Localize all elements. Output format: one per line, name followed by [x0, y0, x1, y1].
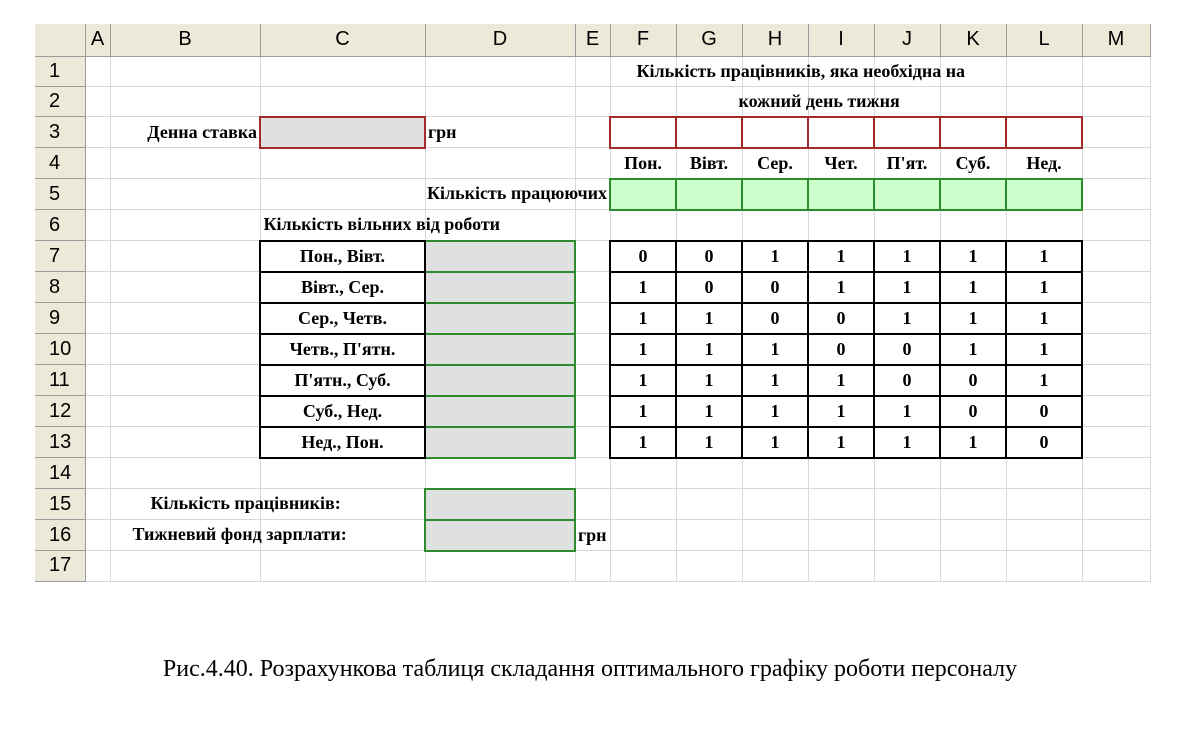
cell[interactable]: [874, 210, 940, 241]
schedule-value[interactable]: 1: [940, 303, 1006, 334]
cell[interactable]: [874, 458, 940, 489]
cell[interactable]: [575, 86, 610, 117]
cell[interactable]: [676, 86, 742, 117]
schedule-value[interactable]: 0: [808, 303, 874, 334]
cell[interactable]: [808, 210, 874, 241]
shift-label: Суб., Нед.: [260, 396, 425, 427]
column-header-d[interactable]: D: [425, 24, 575, 56]
cell[interactable]: [85, 551, 110, 582]
shift-count-input[interactable]: [425, 272, 575, 303]
shift-count-input[interactable]: [425, 334, 575, 365]
cell[interactable]: [110, 272, 260, 303]
shift-label: Вівт., Сер.: [260, 272, 425, 303]
schedule-value[interactable]: 1: [808, 365, 874, 396]
schedule-value[interactable]: 1: [940, 427, 1006, 458]
cell[interactable]: [575, 334, 610, 365]
cell[interactable]: [1082, 210, 1150, 241]
cell[interactable]: [110, 86, 260, 117]
schedule-value[interactable]: 1: [742, 396, 808, 427]
cell[interactable]: [1082, 179, 1150, 210]
working-count-thu[interactable]: [808, 179, 874, 210]
cell-f1[interactable]: [610, 56, 966, 86]
schedule-value[interactable]: 1: [742, 241, 808, 272]
schedule-value[interactable]: 1: [742, 427, 808, 458]
schedule-value[interactable]: 1: [808, 396, 874, 427]
required-count-sat[interactable]: [940, 117, 1006, 148]
shift-label: Сер., Четв.: [260, 303, 425, 334]
column-header-h[interactable]: H: [742, 24, 808, 56]
cell[interactable]: [1006, 210, 1082, 241]
working-count-wed[interactable]: [742, 179, 808, 210]
required-count-sun[interactable]: [1006, 117, 1082, 148]
cell[interactable]: [425, 86, 575, 117]
row-header-8[interactable]: 8: [35, 272, 85, 303]
schedule-value[interactable]: 0: [874, 365, 940, 396]
cell-c6[interactable]: [260, 210, 501, 241]
schedule-value[interactable]: 1: [676, 396, 742, 427]
row-header-3[interactable]: 3: [35, 117, 85, 148]
schedule-value[interactable]: 1: [874, 303, 940, 334]
cell[interactable]: [110, 210, 260, 241]
cell[interactable]: [85, 117, 110, 148]
cell[interactable]: [110, 365, 260, 396]
schedule-value[interactable]: 1: [610, 365, 676, 396]
cell[interactable]: [425, 148, 575, 179]
cell[interactable]: [260, 458, 425, 489]
schedule-value[interactable]: 1: [874, 241, 940, 272]
cell[interactable]: [575, 241, 610, 272]
cell[interactable]: [610, 520, 676, 551]
shift-label: Четв., П'ятн.: [260, 334, 425, 365]
cell[interactable]: [940, 458, 1006, 489]
cell[interactable]: [940, 551, 1006, 582]
cell[interactable]: [85, 458, 110, 489]
employee-count-input[interactable]: [425, 489, 575, 520]
title-line-1: Кількість працівників, яка необхідна на: [636, 60, 966, 81]
cell[interactable]: [110, 396, 260, 427]
row-header-2[interactable]: 2: [35, 86, 85, 117]
cell[interactable]: [85, 272, 110, 303]
working-count-fri[interactable]: [874, 179, 940, 210]
cell[interactable]: [742, 551, 808, 582]
cell[interactable]: [575, 148, 610, 179]
cell[interactable]: [110, 334, 260, 365]
cell[interactable]: [575, 117, 610, 148]
cell[interactable]: [1082, 489, 1150, 520]
cell[interactable]: [1082, 117, 1150, 148]
free-days-label: Кількість вільних від роботи: [263, 214, 501, 234]
cell[interactable]: [425, 56, 575, 86]
schedule-value[interactable]: 1: [610, 334, 676, 365]
row-header-11[interactable]: 11: [35, 365, 85, 396]
shift-count-input[interactable]: [425, 303, 575, 334]
schedule-value[interactable]: 1: [874, 427, 940, 458]
cell[interactable]: [1082, 241, 1150, 272]
cell[interactable]: [110, 303, 260, 334]
schedule-value[interactable]: 0: [676, 241, 742, 272]
cell[interactable]: [1082, 427, 1150, 458]
cell[interactable]: [110, 551, 260, 582]
row-header-6[interactable]: 6: [35, 210, 85, 241]
cell[interactable]: [1006, 86, 1082, 117]
schedule-value[interactable]: 1: [1006, 272, 1082, 303]
working-count-sun[interactable]: [1006, 179, 1082, 210]
row-header-15[interactable]: 15: [35, 489, 85, 520]
shift-label: Пон., Вівт.: [260, 241, 425, 272]
row-header-9[interactable]: 9: [35, 303, 85, 334]
cell[interactable]: [110, 179, 260, 210]
cell[interactable]: [610, 489, 676, 520]
cell[interactable]: [110, 241, 260, 272]
required-count-thu[interactable]: [808, 117, 874, 148]
day-label-wed: Сер.: [742, 148, 808, 179]
schedule-value[interactable]: 0: [742, 303, 808, 334]
column-header-a[interactable]: A: [85, 24, 110, 56]
cell[interactable]: [575, 489, 610, 520]
schedule-value[interactable]: 1: [940, 241, 1006, 272]
working-count-label: Кількість працюючих: [427, 183, 607, 203]
cell[interactable]: [1082, 551, 1150, 582]
schedule-value[interactable]: 0: [1006, 396, 1082, 427]
cell[interactable]: [85, 365, 110, 396]
row-header-14[interactable]: 14: [35, 458, 85, 489]
title-line-2: кожний день тижня: [738, 90, 900, 111]
cell[interactable]: [610, 210, 676, 241]
cell[interactable]: [260, 551, 425, 582]
shift-count-input[interactable]: [425, 241, 575, 272]
cell[interactable]: [425, 458, 575, 489]
cell[interactable]: [85, 210, 110, 241]
shift-count-input[interactable]: [425, 365, 575, 396]
cell-b15[interactable]: [110, 489, 341, 520]
schedule-value[interactable]: 1: [940, 334, 1006, 365]
daily-rate-input[interactable]: [260, 117, 425, 148]
cell[interactable]: [85, 520, 110, 551]
schedule-value[interactable]: 1: [742, 334, 808, 365]
cell[interactable]: [575, 365, 610, 396]
row-header-13[interactable]: 13: [35, 427, 85, 458]
cell[interactable]: [1006, 489, 1082, 520]
schedule-value[interactable]: 1: [1006, 334, 1082, 365]
cell[interactable]: [808, 458, 874, 489]
figure-caption: Рис.4.40. Розрахункова таблиця складання оптимального графіку роботи персоналу: [162, 656, 1018, 682]
cell[interactable]: [260, 56, 425, 86]
day-label-mon: Пон.: [610, 148, 676, 179]
weekly-fund-currency: грн: [575, 520, 610, 551]
schedule-value[interactable]: 1: [808, 427, 874, 458]
cell[interactable]: [85, 241, 110, 272]
column-header-f[interactable]: F: [610, 24, 676, 56]
cell[interactable]: [1082, 365, 1150, 396]
schedule-value[interactable]: 1: [1006, 303, 1082, 334]
cell[interactable]: [676, 458, 742, 489]
cell[interactable]: [85, 303, 110, 334]
cell[interactable]: [1082, 56, 1150, 86]
cell[interactable]: [1082, 272, 1150, 303]
cell[interactable]: [575, 210, 610, 241]
working-count-mon[interactable]: [610, 179, 676, 210]
cell[interactable]: [575, 272, 610, 303]
schedule-value[interactable]: 0: [808, 334, 874, 365]
cell[interactable]: [85, 86, 110, 117]
schedule-value[interactable]: 0: [676, 272, 742, 303]
row-header-10[interactable]: 10: [35, 334, 85, 365]
cell[interactable]: [425, 551, 575, 582]
cell[interactable]: [742, 210, 808, 241]
working-count-tue[interactable]: [676, 179, 742, 210]
cell[interactable]: [940, 86, 1006, 117]
required-count-wed[interactable]: [742, 117, 808, 148]
schedule-value[interactable]: 1: [676, 303, 742, 334]
schedule-value[interactable]: 0: [1006, 427, 1082, 458]
cell[interactable]: [874, 489, 940, 520]
schedule-value[interactable]: 1: [940, 272, 1006, 303]
schedule-value[interactable]: 1: [610, 396, 676, 427]
cell[interactable]: [1006, 56, 1082, 86]
cell[interactable]: [676, 489, 742, 520]
row-header-1[interactable]: 1: [35, 56, 85, 86]
day-label-tue: Вівт.: [676, 148, 742, 179]
schedule-value[interactable]: 1: [1006, 241, 1082, 272]
cell[interactable]: [808, 489, 874, 520]
column-header-i[interactable]: I: [808, 24, 874, 56]
schedule-value[interactable]: 1: [808, 241, 874, 272]
cell[interactable]: [1006, 551, 1082, 582]
schedule-value[interactable]: 1: [676, 427, 742, 458]
cell[interactable]: [575, 427, 610, 458]
schedule-value[interactable]: 0: [742, 272, 808, 303]
cell[interactable]: [575, 551, 610, 582]
schedule-value[interactable]: 1: [610, 272, 676, 303]
column-header-g[interactable]: G: [676, 24, 742, 56]
schedule-value[interactable]: 1: [742, 365, 808, 396]
cell[interactable]: [874, 520, 940, 551]
required-count-tue[interactable]: [676, 117, 742, 148]
schedule-value[interactable]: 1: [808, 272, 874, 303]
cell[interactable]: [808, 520, 874, 551]
cell[interactable]: [85, 396, 110, 427]
row-header-16[interactable]: 16: [35, 520, 85, 551]
column-header-k[interactable]: K: [940, 24, 1006, 56]
cell[interactable]: [940, 520, 1006, 551]
cell-b16[interactable]: [110, 520, 347, 551]
spreadsheet-grid: [35, 24, 1151, 582]
cell[interactable]: [85, 56, 110, 86]
row-header-7[interactable]: 7: [35, 241, 85, 272]
shift-count-input[interactable]: [425, 396, 575, 427]
column-header-b[interactable]: B: [110, 24, 260, 56]
cell[interactable]: [260, 179, 425, 210]
schedule-value[interactable]: 1: [610, 427, 676, 458]
working-count-sat[interactable]: [940, 179, 1006, 210]
cell[interactable]: [1082, 148, 1150, 179]
cell[interactable]: [110, 56, 260, 86]
cell[interactable]: [808, 551, 874, 582]
cell[interactable]: [940, 210, 1006, 241]
cell[interactable]: [85, 334, 110, 365]
schedule-value[interactable]: 0: [874, 334, 940, 365]
weekly-fund-label: Тижневий фонд зарплати:: [132, 524, 347, 544]
cell[interactable]: [110, 427, 260, 458]
cell[interactable]: [742, 489, 808, 520]
cell[interactable]: [1082, 303, 1150, 334]
cell[interactable]: [110, 148, 260, 179]
select-all-corner[interactable]: [35, 24, 85, 56]
daily-rate-label: Денна ставка: [110, 117, 260, 148]
required-count-fri[interactable]: [874, 117, 940, 148]
cell[interactable]: [575, 303, 610, 334]
schedule-value[interactable]: 1: [610, 303, 676, 334]
shift-count-input[interactable]: [425, 427, 575, 458]
cell[interactable]: [610, 551, 676, 582]
schedule-value[interactable]: 1: [676, 334, 742, 365]
cell[interactable]: [1082, 458, 1150, 489]
cell[interactable]: [1006, 520, 1082, 551]
daily-rate-currency: грн: [425, 117, 575, 148]
row-header-17[interactable]: 17: [35, 551, 85, 582]
cell[interactable]: [85, 489, 110, 520]
day-label-fri: П'ят.: [874, 148, 940, 179]
cell[interactable]: [1082, 86, 1150, 117]
schedule-value[interactable]: 1: [874, 396, 940, 427]
cell[interactable]: [742, 520, 808, 551]
cell[interactable]: [1082, 396, 1150, 427]
cell[interactable]: [610, 458, 676, 489]
schedule-value[interactable]: 0: [610, 241, 676, 272]
day-label-sun: Нед.: [1006, 148, 1082, 179]
cell[interactable]: [676, 210, 742, 241]
day-label-thu: Чет.: [808, 148, 874, 179]
row-header-12[interactable]: 12: [35, 396, 85, 427]
cell[interactable]: [676, 551, 742, 582]
cell[interactable]: [742, 458, 808, 489]
column-header-l[interactable]: L: [1006, 24, 1082, 56]
cell[interactable]: [260, 86, 425, 117]
cell[interactable]: [85, 427, 110, 458]
column-header-m[interactable]: M: [1082, 24, 1150, 56]
cell[interactable]: [1082, 520, 1150, 551]
cell[interactable]: [1006, 458, 1082, 489]
cell-e5[interactable]: [427, 179, 610, 210]
column-header-c[interactable]: C: [260, 24, 425, 56]
cell[interactable]: [940, 489, 1006, 520]
employee-count-label: Кількість працівників:: [150, 493, 341, 513]
row-header-4[interactable]: 4: [35, 148, 85, 179]
day-label-sat: Суб.: [940, 148, 1006, 179]
column-header-j[interactable]: J: [874, 24, 940, 56]
cell[interactable]: [874, 551, 940, 582]
schedule-value[interactable]: 1: [874, 272, 940, 303]
cell[interactable]: [85, 179, 110, 210]
row-header-5[interactable]: 5: [35, 179, 85, 210]
schedule-value[interactable]: 1: [676, 365, 742, 396]
cell[interactable]: [110, 458, 260, 489]
required-count-mon[interactable]: [610, 117, 676, 148]
cell[interactable]: [676, 520, 742, 551]
schedule-value[interactable]: 0: [940, 396, 1006, 427]
cell[interactable]: [260, 148, 425, 179]
cell[interactable]: [575, 458, 610, 489]
schedule-value[interactable]: 1: [1006, 365, 1082, 396]
shift-label: П'ятн., Суб.: [260, 365, 425, 396]
cell[interactable]: [575, 56, 610, 86]
cell[interactable]: [85, 148, 110, 179]
column-header-e[interactable]: E: [575, 24, 610, 56]
shift-label: Нед., Пон.: [260, 427, 425, 458]
schedule-value[interactable]: 0: [940, 365, 1006, 396]
cell[interactable]: [575, 396, 610, 427]
cell[interactable]: [1082, 334, 1150, 365]
cell-f2[interactable]: [610, 86, 900, 117]
weekly-fund-input[interactable]: [425, 520, 575, 551]
